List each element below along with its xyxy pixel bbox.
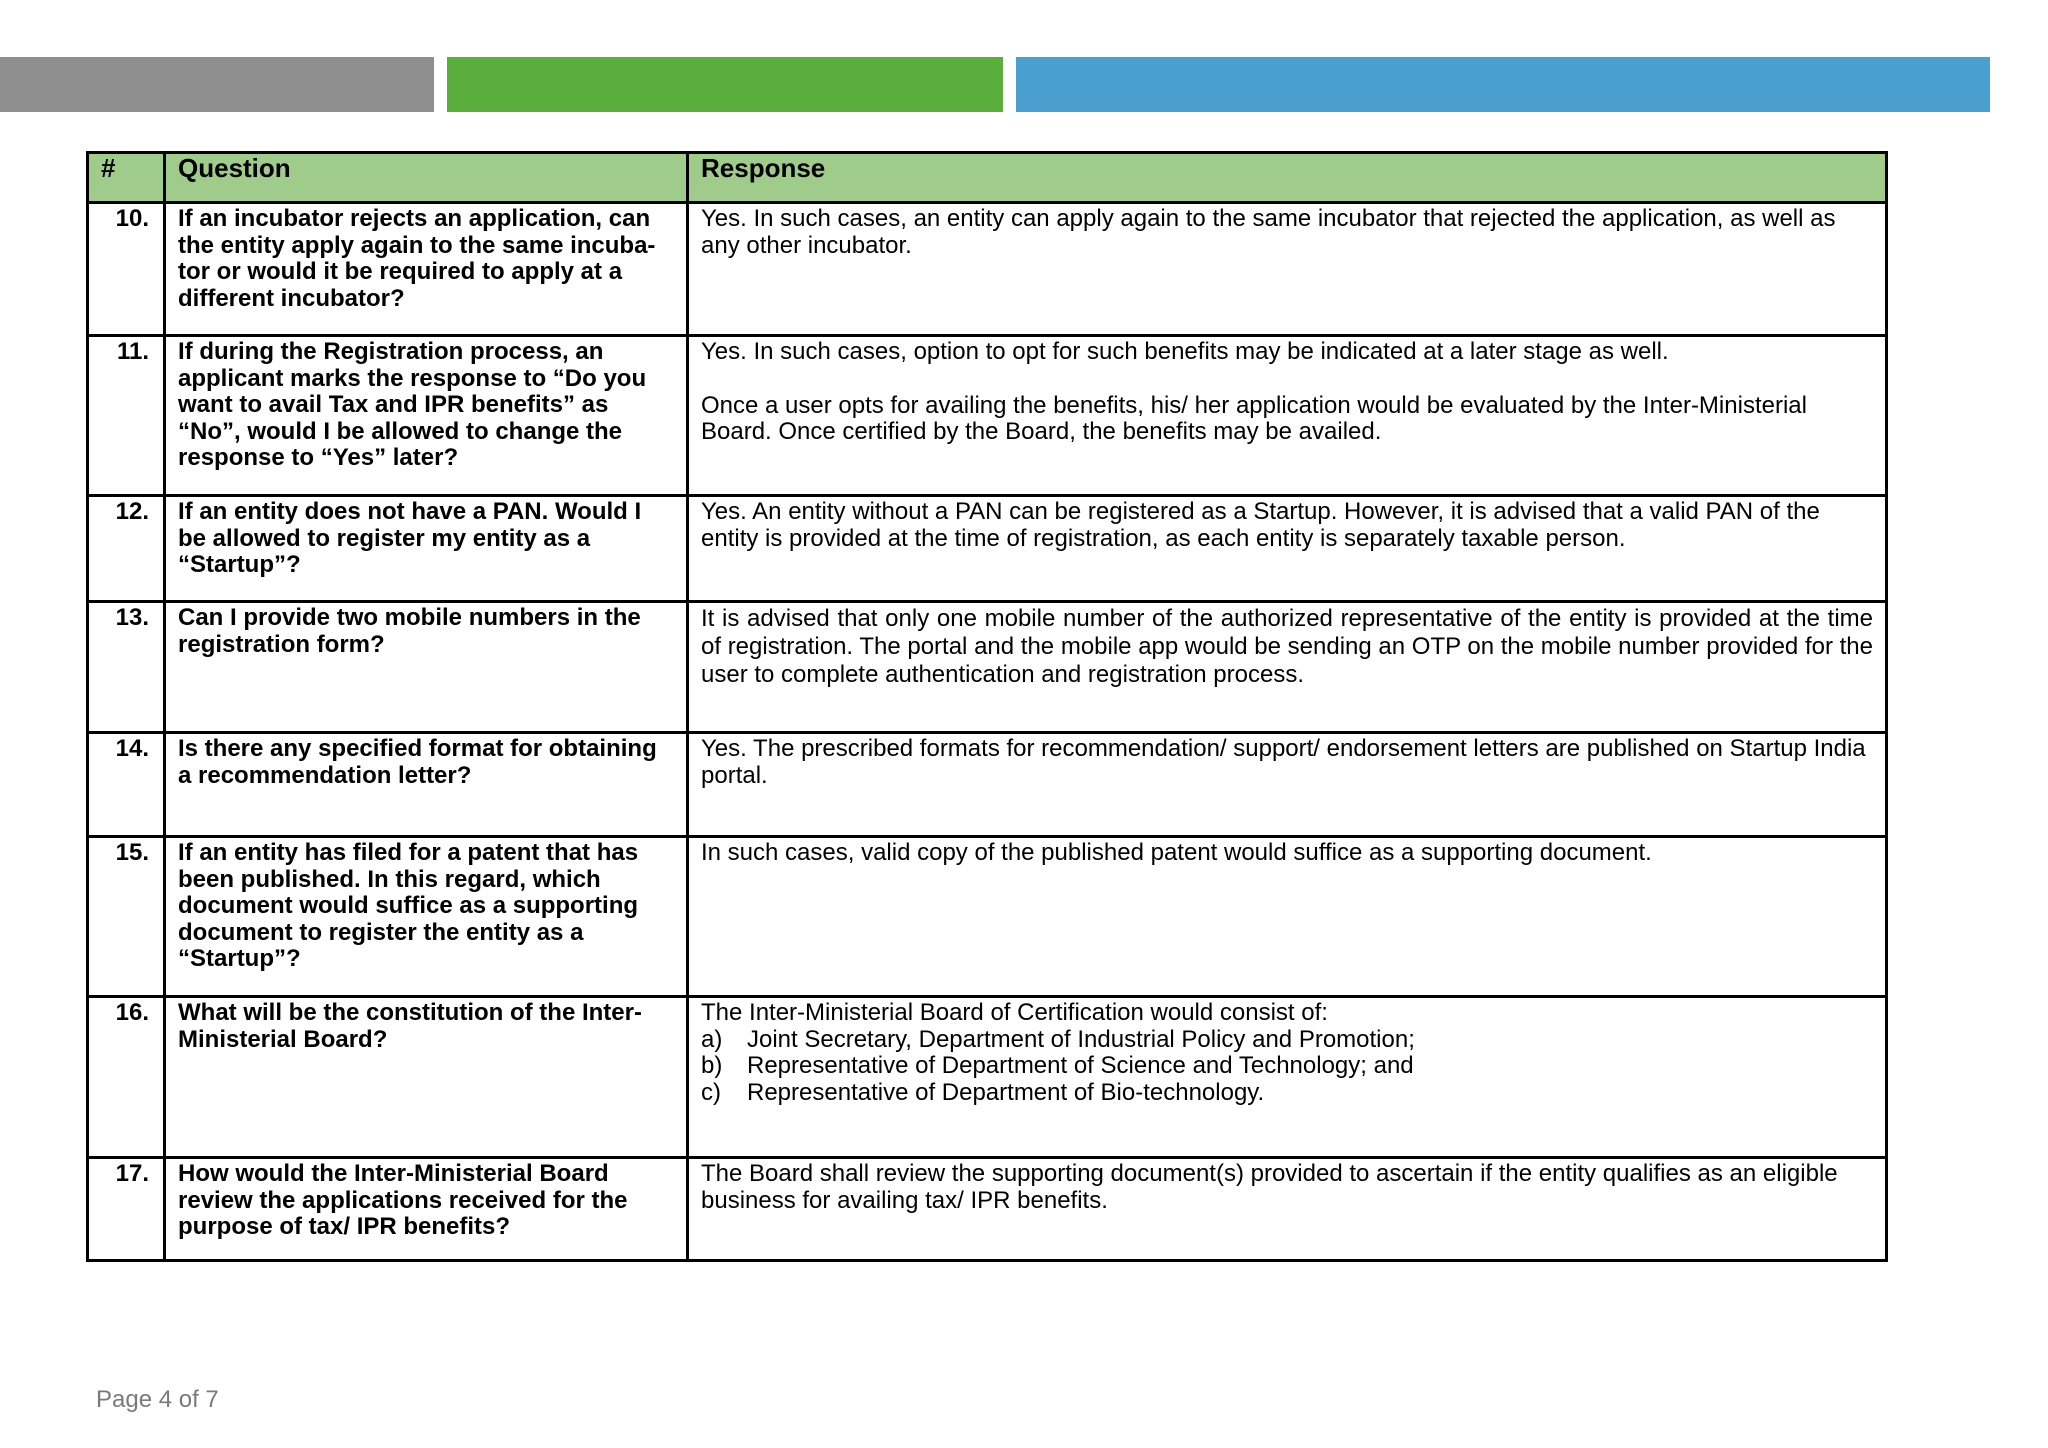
table-row — [88, 203, 1887, 336]
row-response — [688, 1158, 1887, 1261]
row-question: Can I provide two mobile numbers in the registration form? — [165, 602, 688, 733]
row-question: If an entity does not have a PAN. Would I be allowed to register my entity as a “Startup”? — [165, 496, 688, 602]
row-number: 13. — [88, 602, 165, 733]
response-paragraph: Yes. In such cases, an entity can apply again to the same incubator that rejected the application, as well as any other incubator. — [701, 205, 1836, 259]
row-number: 17. — [88, 1158, 165, 1261]
row-number: 12. — [88, 496, 165, 602]
table-row — [88, 1158, 1887, 1261]
response-paragraph: It is advised that only one mobile number of the authorized representative of the entity is provided at the time of registration. The portal and the mobile app would be sending an OTP on the mobile number provided for the user to complete authentication and registration process. — [701, 605, 1873, 688]
response-paragraph: Yes. The prescribed formats for recommendation/ support/ endorsement letters are published on Startup India portal. — [701, 735, 1866, 789]
header-bar-blue — [1016, 57, 1990, 112]
row-number: 15. — [88, 837, 165, 997]
table-row — [88, 496, 1887, 602]
response-paragraph: In such cases, valid copy of the published patent would suffice as a supporting document. — [701, 839, 1652, 866]
header-question: Question — [165, 153, 688, 203]
table-row — [88, 733, 1887, 837]
row-response — [688, 733, 1887, 837]
row-question: If an incubator rejects an application, can the entity apply again to the same incuba-tor or would it be required to apply at a different incubator? — [165, 203, 688, 336]
header-num: # — [88, 153, 165, 203]
row-response — [688, 496, 1887, 602]
list-text: Representative of Department of Bio-technology. — [747, 1078, 1265, 1106]
response-intro: The Inter-Ministerial Board of Certification would consist of: — [701, 999, 1328, 1026]
list-text: Representative of Department of Science and Technology; and — [747, 1052, 1414, 1079]
list-text: Joint Secretary, Department of Industrial Policy and Promotion; — [747, 1025, 1415, 1053]
table-row — [88, 837, 1887, 997]
response-paragraph: Yes. In such cases, option to opt for such benefits may be indicated at a later stage as well. — [701, 338, 1669, 365]
faq-table — [86, 151, 1888, 1262]
list-item — [701, 1027, 1873, 1054]
row-response — [688, 602, 1887, 733]
row-response — [688, 837, 1887, 997]
table-row — [88, 336, 1887, 496]
response-paragraph: The Board shall review the supporting document(s) provided to ascertain if the entity qualifies as an eligible business for availing tax/ IPR benefits. — [701, 1160, 1838, 1214]
header-bar-gray — [0, 57, 434, 112]
list-marker: b) — [701, 1052, 723, 1079]
row-number: 14. — [88, 733, 165, 837]
header-response: Response — [688, 153, 1887, 203]
row-question: If an entity has filed for a patent that has been published. In this regard, which document would suffice as a supporting document to register the entity as a “Startup”? — [165, 837, 688, 997]
row-question: If during the Registration process, an applicant marks the response to “Do you want to avail Tax and IPR benefits” as “No”, would I be allowed to change the response to “Yes” later? — [165, 336, 688, 496]
response-paragraph: Once a user opts for availing the benefits, his/ her application would be evaluated by the Inter-Ministerial Board. Once certified by the Board, the benefits may be availed. — [701, 391, 1807, 445]
header-bar-green — [447, 57, 1003, 112]
list-item — [701, 1053, 1873, 1080]
row-number: 11. — [88, 336, 165, 496]
row-number: 10. — [88, 203, 165, 336]
table-header-row — [88, 153, 1887, 203]
response-paragraph: Yes. An entity without a PAN can be registered as a Startup. However, it is advised that a valid PAN of the entity is provided at the time of registration, as each entity is separately taxable person. — [701, 498, 1820, 552]
list-item — [701, 1080, 1873, 1107]
list-marker: c) — [701, 1078, 721, 1106]
row-question: What will be the constitution of the Inter-Ministerial Board? — [165, 997, 688, 1158]
row-response — [688, 336, 1887, 496]
row-question: Is there any specified format for obtaining a recommendation letter? — [165, 733, 688, 837]
row-number: 16. — [88, 997, 165, 1158]
table-row — [88, 602, 1887, 733]
table-row — [88, 997, 1887, 1158]
row-question: How would the Inter-Ministerial Board review the applications received for the purpose of tax/ IPR benefits? — [165, 1158, 688, 1261]
list-marker: a) — [701, 1025, 723, 1053]
row-response — [688, 997, 1887, 1158]
row-response — [688, 203, 1887, 336]
page-number: Page 4 of 7 — [96, 1386, 219, 1413]
